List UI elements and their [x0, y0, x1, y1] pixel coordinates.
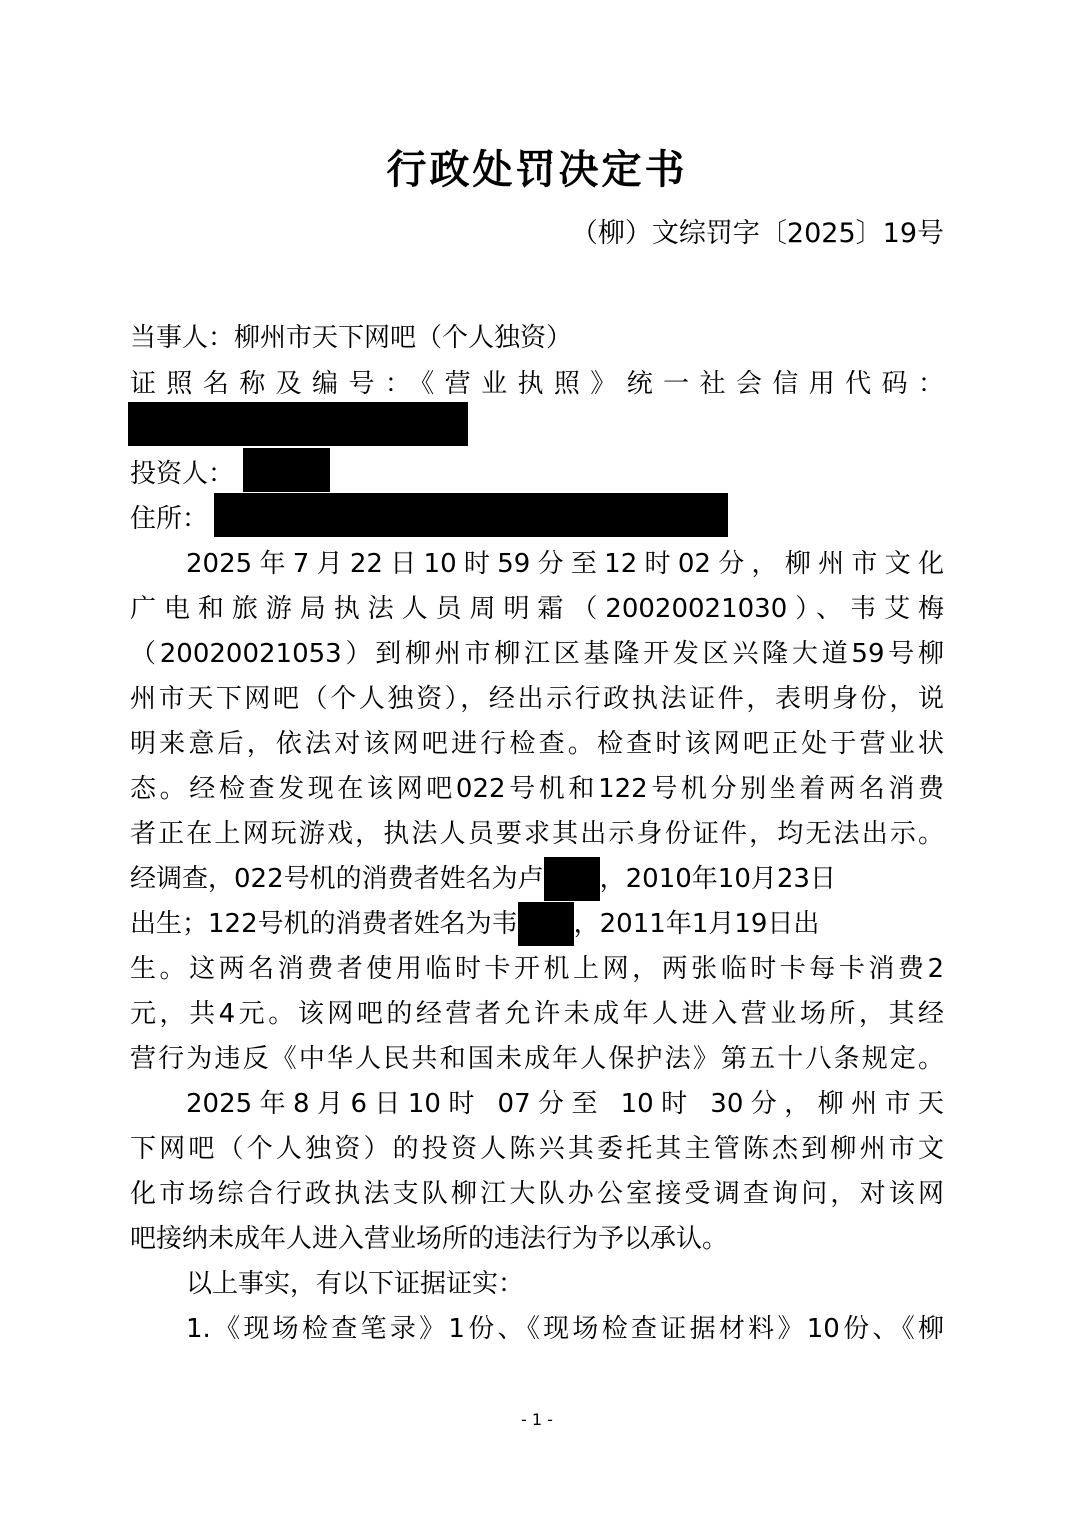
- redacted-credit-code: [128, 402, 468, 446]
- page-number: - 1 -: [521, 1410, 553, 1429]
- license-line: 证照名称及编号：《营业执照》统一社会信用代码：: [130, 369, 944, 399]
- body-line-part: 经调查，022号机的消费者姓名为卢: [130, 864, 544, 894]
- document-number: （柳）文综罚字〔2025〕19号: [570, 218, 944, 249]
- document-title: 行政处罚决定书: [386, 146, 688, 193]
- body-line-part: ，2010年10月23日: [599, 864, 836, 894]
- body-line: 明来意后，依法对该网吧进行检查。检查时该网吧正处于营业状: [130, 729, 944, 759]
- body-line-part: 出生；122号机的消费者姓名为韦: [130, 909, 518, 939]
- party-line: 当事人：柳州市天下网吧（个人独资）: [130, 323, 573, 353]
- body-line: 吧接纳未成年人进入营业场所的违法行为予以承认。: [130, 1224, 729, 1254]
- body-line: （20020021053）到柳州市柳江区基隆开发区兴隆大道59号柳: [130, 639, 944, 669]
- body-line: 元，共4元。该网吧的经营者允许未成年人进入营业场所，其经: [130, 999, 944, 1029]
- body-line-with-redaction: [130, 857, 944, 901]
- redacted-address: [214, 493, 728, 537]
- evidence-heading: 以上事实，有以下证据证实：: [186, 1269, 525, 1299]
- body-line: 态。经检查发现在该网吧022号机和122号机分别坐着两名消费: [130, 774, 944, 804]
- redacted-minor-name: [518, 902, 574, 946]
- evidence-item: 1.《现场检查笔录》1份、《现场检查证据材料》10份、《柳: [186, 1314, 944, 1344]
- body-line: 营行为违反《中华人民共和国未成年人保护法》第五十八条规定。: [130, 1044, 944, 1074]
- body-line: 广电和旅游局执法人员周明霜（20020021030）、韦艾梅: [130, 594, 944, 624]
- body-line: 2025年7月22日10时59分至12时02分，柳州市文化: [186, 549, 944, 579]
- body-line: 生。这两名消费者使用临时卡开机上网，两张临时卡每卡消费2: [130, 954, 944, 984]
- body-line: 下网吧（个人独资）的投资人陈兴其委托其主管陈杰到柳州市文: [130, 1134, 944, 1164]
- address-label: 住所：: [130, 504, 209, 534]
- body-line: 化市场综合行政执法支队柳江大队办公室接受调查询问，对该网: [130, 1179, 944, 1209]
- body-line: 2025年8月6日10时 07分至 10时 30分，柳州市天: [186, 1089, 944, 1119]
- body-line: 州市天下网吧（个人独资），经出示行政执法证件，表明身份，说: [130, 684, 944, 714]
- body-line: 者正在上网玩游戏，执法人员要求其出示身份证件，均无法出示。: [130, 819, 944, 849]
- investor-label: 投资人：: [130, 459, 235, 489]
- redacted-minor-name: [544, 857, 600, 901]
- body-line-with-redaction: [130, 902, 944, 946]
- body-line-part: ，2011年1月19日出: [573, 909, 820, 939]
- redacted-investor-name: [243, 448, 330, 492]
